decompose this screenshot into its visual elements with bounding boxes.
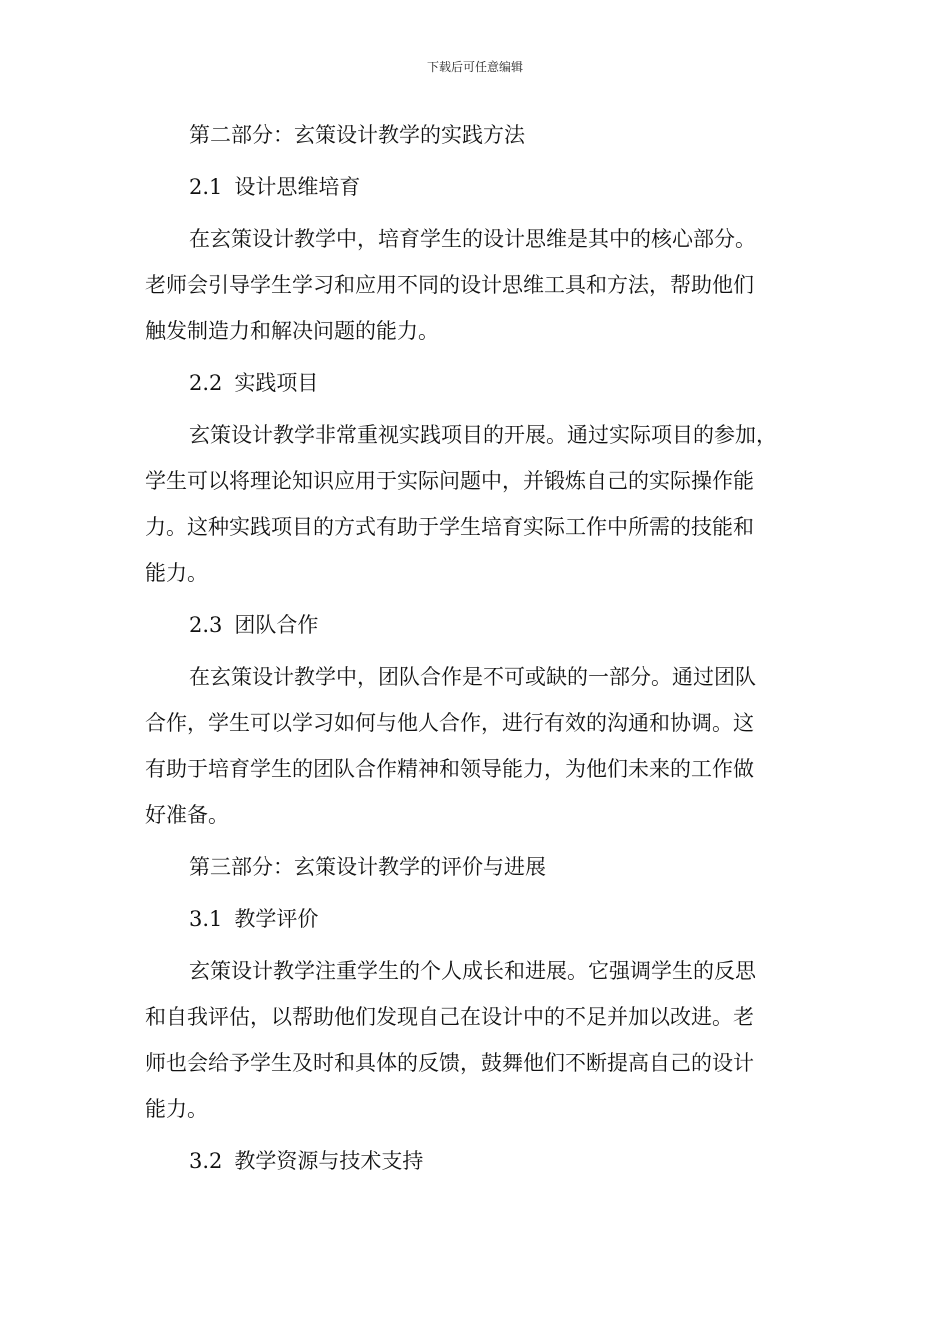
section-3-1-heading <box>145 896 805 942</box>
paragraph-line: 和自我评估，以帮助他们发现自己在设计中的不足并加以改进。老 <box>145 1005 754 1029</box>
section-title: 教学资源与技术支持 <box>234 1149 424 1173</box>
paragraph-line: 玄策设计教学注重学生的个人成长和进展。它强调学生的反思 <box>189 959 756 983</box>
paragraph-line: 在玄策设计教学中，团队合作是不可或缺的一部分。通过团队 <box>189 665 756 689</box>
document-body <box>145 112 805 1184</box>
section-title: 教学评价 <box>234 907 319 931</box>
section-number: 2.3 <box>189 613 223 637</box>
part2-title: 第二部分：玄策设计教学的实践方法 <box>189 123 525 147</box>
section-number: 2.2 <box>189 371 223 395</box>
section-title: 实践项目 <box>234 371 319 395</box>
paragraph-2-1 <box>145 216 805 354</box>
section-number: 3.2 <box>189 1149 223 1173</box>
paragraph-line: 触发制造力和解决问题的能力。 <box>145 319 439 343</box>
paragraph-line: 玄策设计教学非常重视实践项目的开展。通过实际项目的参加， <box>189 423 777 447</box>
paragraph-line: 能力。 <box>145 1097 208 1121</box>
part3-title: 第三部分：玄策设计教学的评价与进展 <box>189 855 546 879</box>
section-2-1-heading <box>145 164 805 210</box>
section-number: 3.1 <box>189 907 223 931</box>
section-2-2-heading <box>145 360 805 406</box>
paragraph-line: 力。这种实践项目的方式有助于学生培育实际工作中所需的技能和 <box>145 515 754 539</box>
paragraph-2-3 <box>145 654 805 838</box>
paragraph-line: 在玄策设计教学中，培育学生的设计思维是其中的核心部分。 <box>189 227 756 251</box>
paragraph-line: 老师会引导学生学习和应用不同的设计思维工具和方法，帮助他们 <box>145 273 754 297</box>
section-number: 2.1 <box>189 175 223 199</box>
paragraph-3-1 <box>145 948 805 1132</box>
section-3-2-heading <box>145 1138 805 1184</box>
section-2-3-heading <box>145 602 805 648</box>
paragraph-line: 能力。 <box>145 561 208 585</box>
paragraph-line: 学生可以将理论知识应用于实际问题中，并锻炼自己的实际操作能 <box>145 469 754 493</box>
header-note: 下载后可任意编辑 <box>426 60 523 74</box>
paragraph-line: 有助于培育学生的团队合作精神和领导能力，为他们未来的工作做 <box>145 757 754 781</box>
paragraph-line: 合作，学生可以学习如何与他人合作，进行有效的沟通和协调。这 <box>145 711 754 735</box>
section-title: 团队合作 <box>234 613 319 637</box>
paragraph-line: 师也会给予学生及时和具体的反馈，鼓舞他们不断提高自己的设计 <box>145 1051 754 1075</box>
paragraph-line: 好准备。 <box>145 803 229 827</box>
section-title: 设计思维培育 <box>234 175 361 199</box>
paragraph-2-2 <box>145 412 805 596</box>
